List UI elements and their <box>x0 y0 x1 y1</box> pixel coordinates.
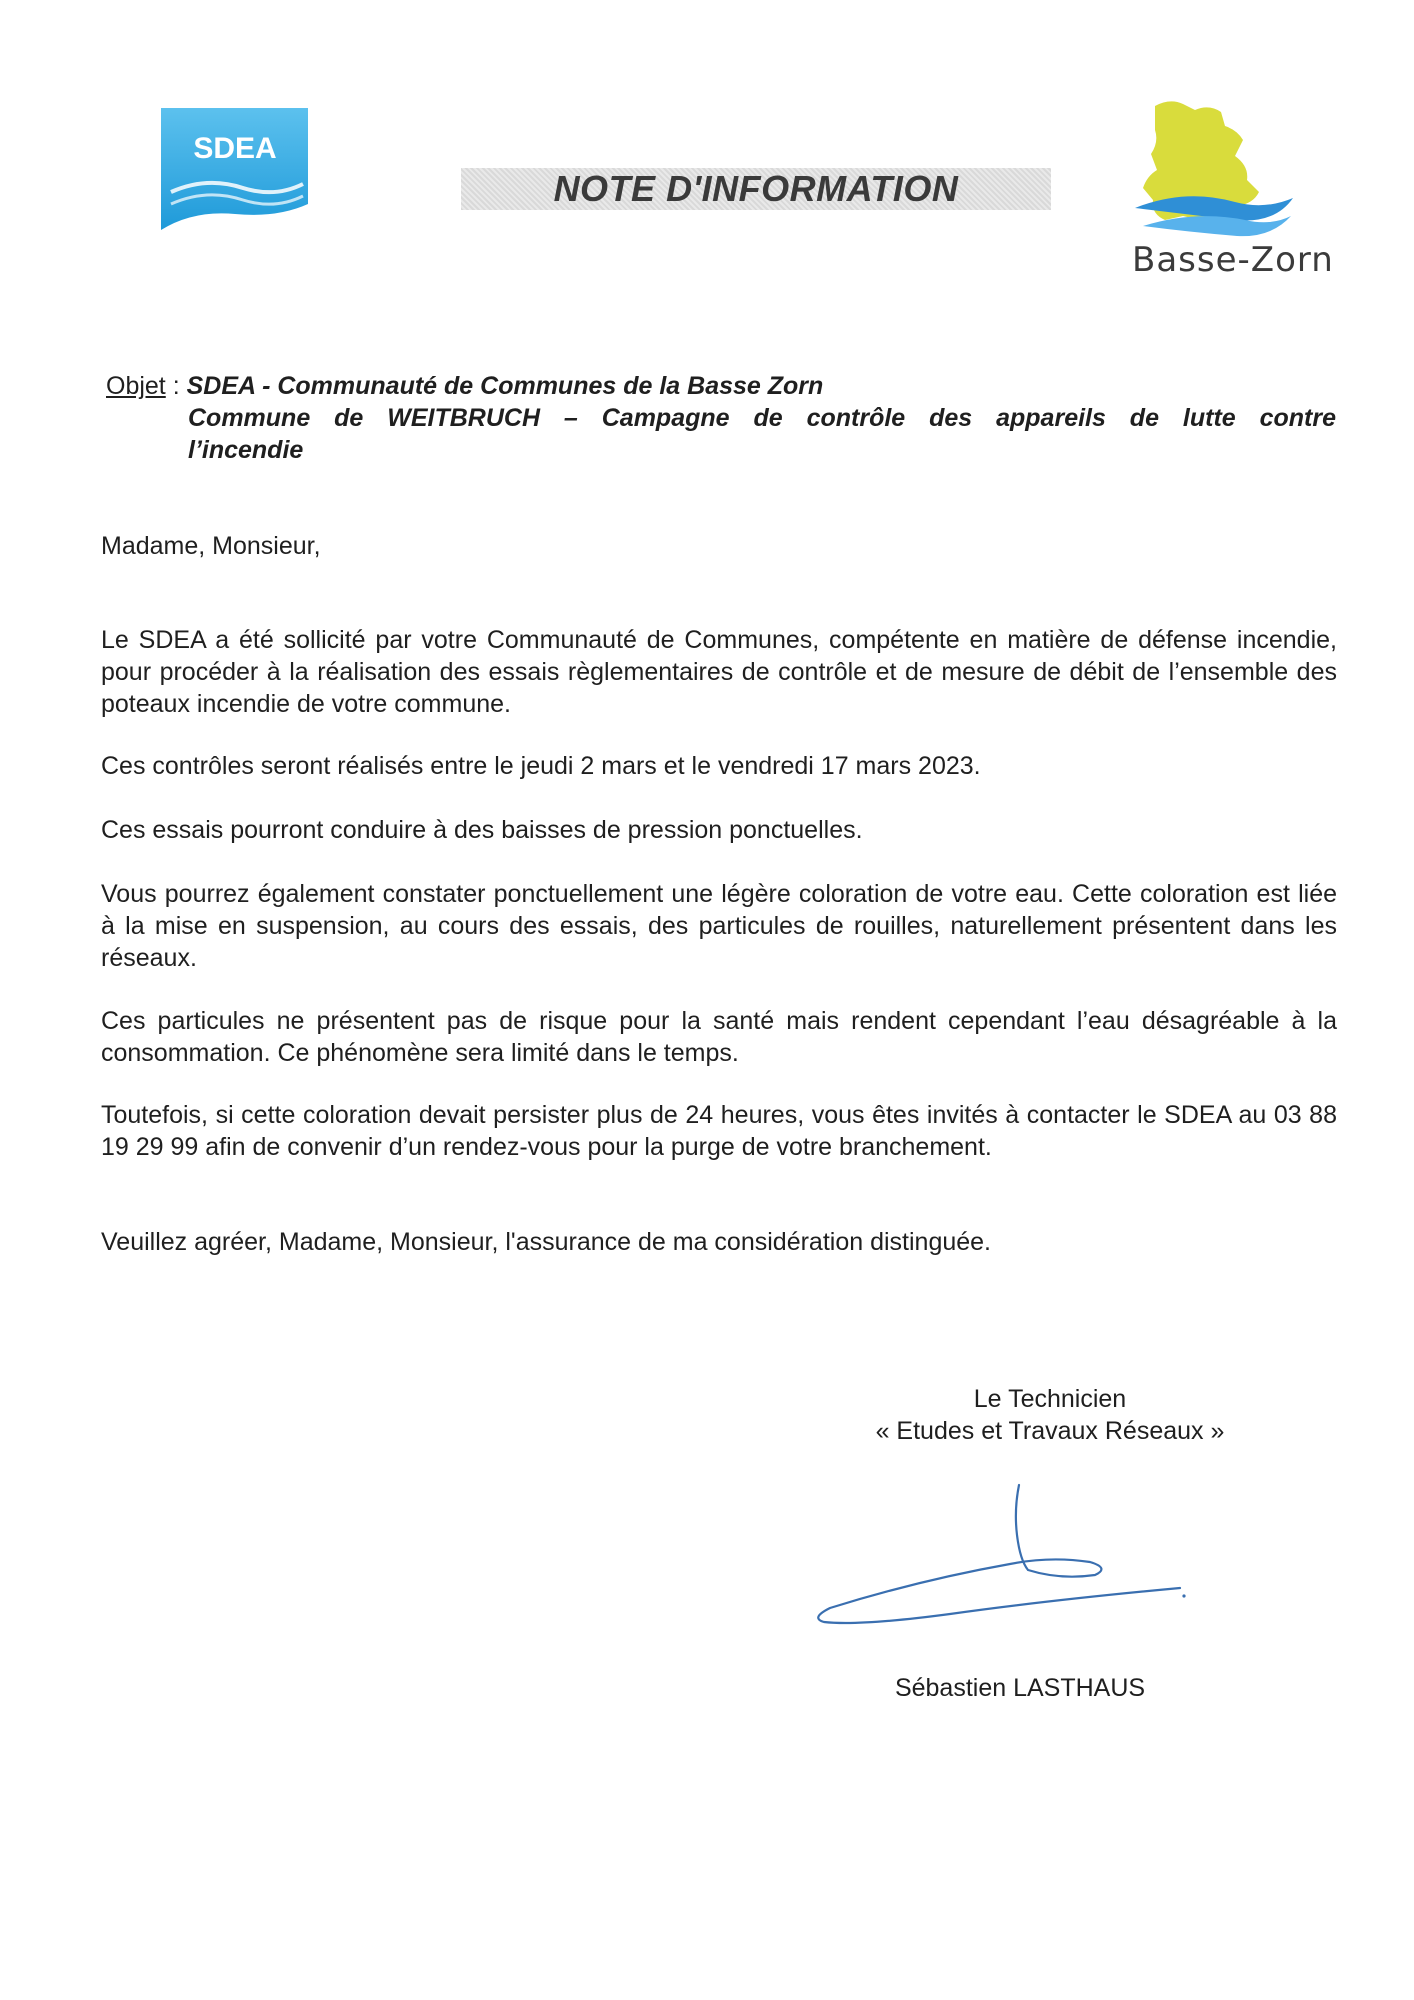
handwritten-signature <box>800 1480 1200 1640</box>
signatory-department: « Etudes et Travaux Réseaux » <box>875 1417 1225 1445</box>
subject-text-1: SDEA - Communauté de Communes de la Basse Zorn <box>186 372 824 400</box>
sdea-logo-text: SDEA <box>193 132 277 165</box>
basse-zorn-logo-text: Basse-Zorn <box>1132 240 1334 280</box>
paragraph-5: Ces particules ne présentent pas de risque pour la santé mais rendent cependant l’eau désagréable à la consommation. Ce phénomène sera limité dans le temps. <box>101 1007 1337 1067</box>
subject-label: Objet <box>106 372 166 400</box>
subject-text-3: l’incendie <box>188 436 304 464</box>
greeting: Madame, Monsieur, <box>101 532 321 560</box>
subject-separator: : <box>165 372 187 400</box>
page-title: NOTE D'INFORMATION <box>553 168 959 209</box>
title-banner <box>461 168 1051 210</box>
paragraph-1: Le SDEA a été sollicité par votre Communauté de Communes, compétente en matière de défense incendie, pour procéder à la réalisation des essais règlementaires de contrôle et de mesure de débit de l’ensemble des poteaux incendie de votre commune. <box>101 626 1337 718</box>
paragraph-3: Ces essais pourront conduire à des baisses de pression ponctuelles. <box>101 816 863 844</box>
closing-formula: Veuillez agréer, Madame, Monsieur, l'assurance de ma considération distinguée. <box>101 1228 992 1256</box>
signatory-title: Le Technicien <box>973 1385 1127 1413</box>
paragraph-4: Vous pourrez également constater ponctuellement une légère coloration de votre eau. Cette coloration est liée à la mise en suspension, au cours des essais, des particules de rouilles, naturellement présentent dans les réseaux. <box>101 880 1337 972</box>
paragraph-2: Ces contrôles seront réalisés entre le jeudi 2 mars et le vendredi 17 mars 2023. <box>101 752 981 780</box>
paragraph-6: Toutefois, si cette coloration devait persister plus de 24 heures, vous êtes invités à contacter le SDEA au 03 88 19 29 99 afin de convenir d’un rendez-vous pour la purge de votre branchement. <box>101 1101 1337 1161</box>
sdea-logo <box>157 106 312 234</box>
signatory-name: Sébastien LASTHAUS <box>894 1674 1146 1702</box>
subject-text-2: Commune de WEITBRUCH – Campagne de contrôle des appareils de lutte contre <box>188 404 1336 432</box>
subject-line-1 <box>106 370 823 402</box>
